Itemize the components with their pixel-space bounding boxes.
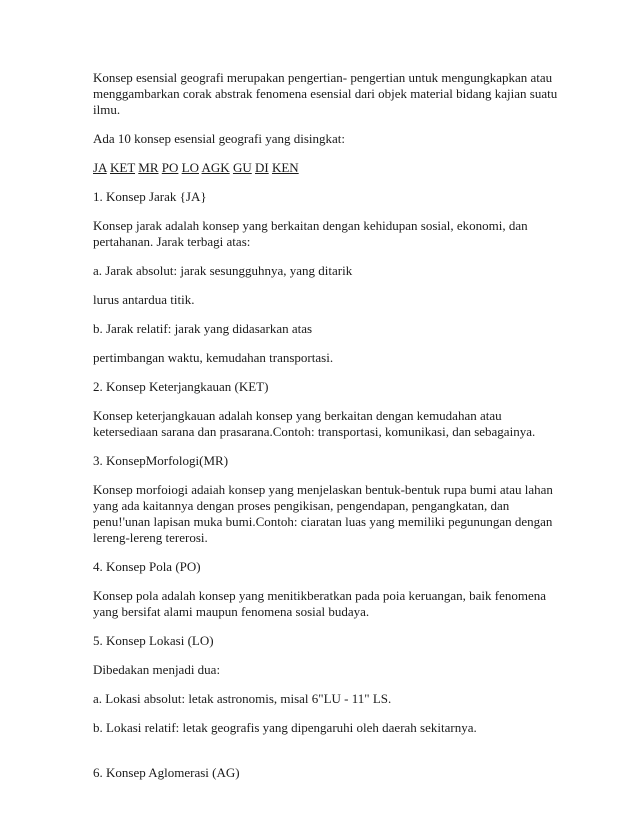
abbr-ja: JA	[93, 160, 107, 175]
section-3-body: Konsep morfoiogi adaiah konsep yang menjelaskan bentuk-bentuk rupa bumi atau lahan yang ada kaitannya dengan proses pengikisan, pengendapan, pengangkatan, dan penu!'unan lapisan muka bumi.Contoh: ciaratan luas yang memiliki pegunungan dengan lereng-lereng tererosi.	[93, 482, 553, 545]
abbr-di: DI	[254, 160, 269, 175]
abbr-agk: AGK	[201, 160, 230, 175]
abbr-gu: GU	[232, 160, 252, 175]
abbr-ken: KEN	[271, 160, 299, 175]
section-1-item-a-cont: lurus antardua titik.	[93, 292, 195, 307]
section-1-heading: 1. Konsep Jarak {JA}	[93, 189, 207, 204]
section-5-item-b: b. Lokasi relatif: letak geografis yang dipengaruhi oleh daerah sekitarnya.	[93, 720, 477, 735]
section-6-heading: 6. Konsep Aglomerasi (AG)	[93, 765, 240, 780]
section-1-body: Konsep jarak adalah konsep yang berkaitan dengan kehidupan sosial, ekonomi, dan pertahanan. Jarak terbagi atas:	[93, 218, 528, 249]
section-1-item-a: a. Jarak absolut: jarak sesungguhnya, yang ditarik	[93, 263, 353, 278]
section-5-intro: Dibedakan menjadi dua:	[93, 662, 221, 677]
abbreviation-row	[93, 160, 563, 176]
count-line: Ada 10 konsep esensial geografi yang disingkat:	[93, 131, 345, 146]
abbr-po: PO	[161, 160, 179, 175]
section-2-heading: 2. Konsep Keterjangkauan (KET)	[93, 379, 269, 394]
section-5-heading: 5. Konsep Lokasi (LO)	[93, 633, 214, 648]
section-1-item-b-cont: pertimbangan waktu, kemudahan transportasi.	[93, 350, 334, 365]
section-2-body: Konsep keterjangkauan adalah konsep yang berkaitan dengan kemudahan atau ketersediaan sarana dan prasarana.Contoh: transportasi, komunikasi, dan sebagainya.	[93, 408, 536, 439]
section-3-heading: 3. KonsepMorfologi(MR)	[93, 453, 229, 468]
blank-gap	[93, 749, 563, 765]
section-1-item-b: b. Jarak relatif: jarak yang didasarkan atas	[93, 321, 313, 336]
abbr-ket: KET	[109, 160, 136, 175]
section-4-body: Konsep pola adalah konsep yang menitikberatkan pada poia keruangan, baik fenomena yang bersifat alami maupun fenomena sosial budaya.	[93, 588, 547, 619]
abbr-lo: LO	[181, 160, 199, 175]
abbr-mr: MR	[138, 160, 159, 175]
document-page	[93, 70, 563, 794]
section-5-item-a: a. Lokasi absolut: letak astronomis, misal 6"LU - 11" LS.	[93, 691, 392, 706]
section-4-heading: 4. Konsep Pola (PO)	[93, 559, 201, 574]
intro-paragraph: Konsep esensial geografi merupakan pengertian- pengertian untuk mengungkapkan atau menggambarkan corak abstrak fenomena esensial dari objek material bidang kajian suatu ilmu.	[93, 70, 558, 117]
